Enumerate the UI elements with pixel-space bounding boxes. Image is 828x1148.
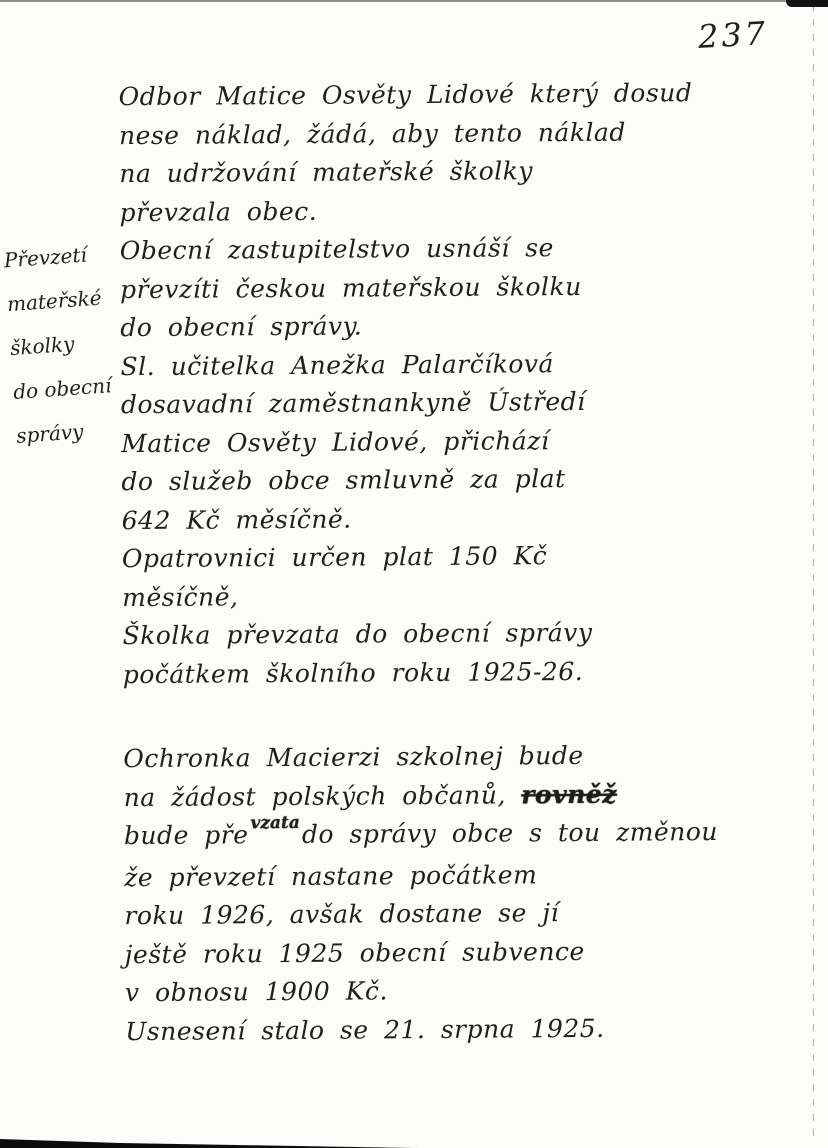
margin-note-line: správy: [15, 419, 85, 448]
text-line: v obnosu 1900 Kč.: [124, 976, 388, 1008]
text-segment: bude pře: [123, 820, 249, 851]
paragraph: [122, 536, 743, 617]
text-line: na udržování mateřské školky: [119, 156, 534, 189]
text-line: do služeb obce smluvně za plat: [121, 464, 566, 497]
scan-corner-mark-artifact: [786, 0, 828, 7]
text-line: [124, 774, 744, 817]
page-fold-line-artifact: [813, 4, 814, 1144]
text-line: převzíti českou mateřskou školku: [119, 271, 582, 304]
text-line: počátkem školního roku 1925-26.: [122, 656, 584, 689]
text-line: 642 Kč měsíčně.: [121, 504, 352, 535]
text-line: nese náklad, žádá, aby tento náklad: [118, 117, 626, 150]
text-segment: do správy obce s tou změnou: [301, 817, 719, 849]
paragraph: [120, 343, 741, 540]
scan-top-edge-artifact: [0, 0, 828, 2]
text-line: do obecní správy.: [120, 311, 363, 343]
page-number: 237: [697, 14, 770, 56]
text-line: převzala obec.: [119, 196, 318, 227]
margin-note-line: školky: [9, 331, 76, 361]
text-line: měsíčně,: [122, 581, 239, 612]
text-line: Sl. učitelka Anežka Palarčíková: [120, 348, 554, 381]
text-line: [124, 813, 744, 859]
overwritten-word: rovněž: [521, 779, 618, 809]
text-line: že převzetí nastane počátkem: [124, 859, 538, 892]
margin-note-line: Převzetí: [3, 242, 88, 273]
paragraph: [123, 736, 745, 1051]
margin-note: [2, 230, 135, 458]
text-segment: na žádost polských občanů,: [123, 779, 522, 812]
text-line: roku 1926, avšak dostane se jí: [124, 898, 560, 931]
text-line: Školka převzata do obecní správy: [122, 617, 593, 651]
text-line: Usnesení stalo se 21. srpna 1925.: [125, 1013, 605, 1046]
margin-note-line: mateřské: [6, 285, 103, 317]
paragraph: [122, 613, 743, 694]
paragraph: [119, 74, 740, 232]
text-line: Obecní zastupitelstvo usnáší se: [119, 233, 554, 266]
text-line: Matice Osvěty Lidové, přichází: [121, 425, 550, 458]
margin-note-line: do obecní: [12, 373, 113, 404]
body-text: [119, 74, 746, 1051]
paragraph: [120, 228, 741, 348]
text-line: Odbor Matice Osvěty Lidové který dosud: [118, 78, 693, 112]
text-line: Ochronka Macierzi szkolnej bude: [123, 740, 584, 774]
text-line: dosavadní zaměstnankyně Ústředí: [120, 386, 586, 420]
scan-bottom-edge-artifact: [0, 1134, 480, 1148]
inserted-word: vzata: [250, 812, 300, 834]
text-line: ještě roku 1925 obecní subvence: [124, 936, 585, 969]
text-line: Opatrovnici určen plat 150 Kč: [121, 541, 548, 574]
